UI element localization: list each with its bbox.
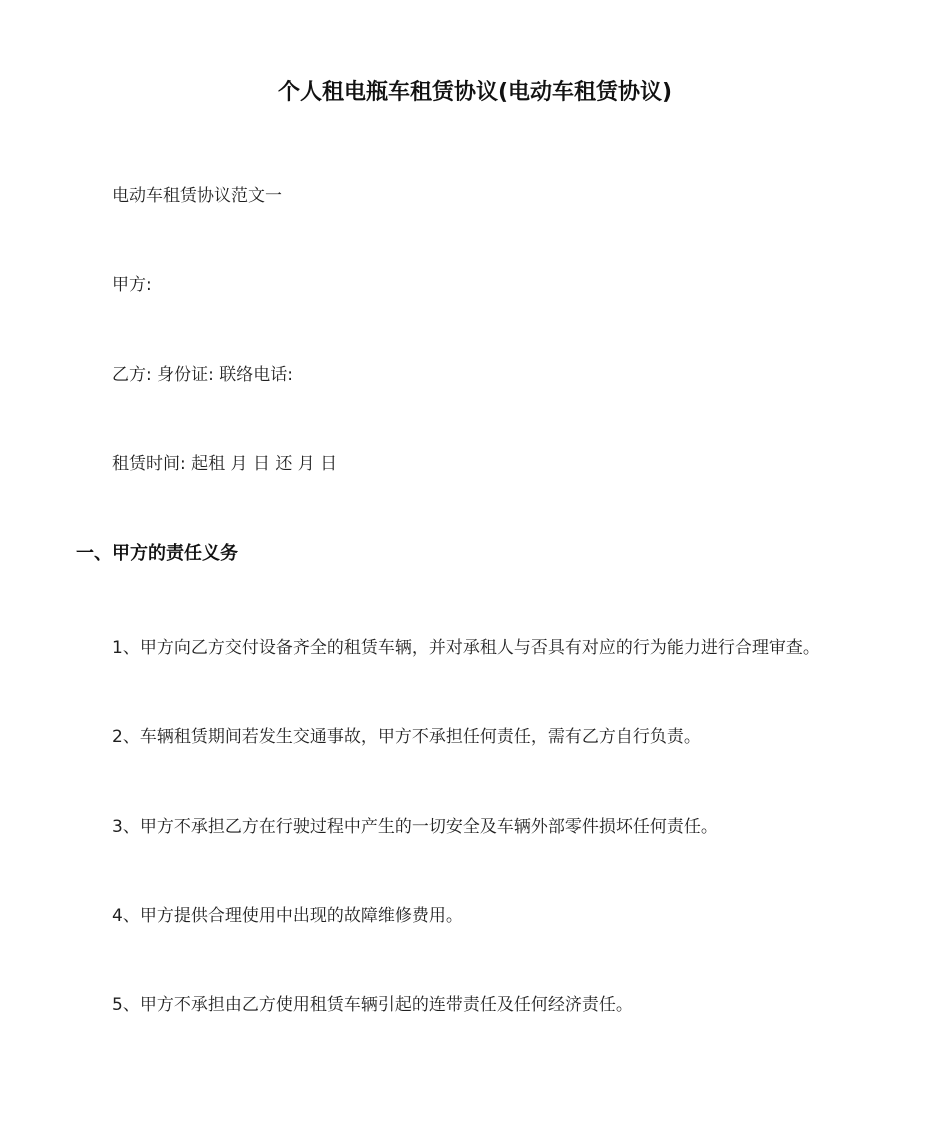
document-title: 个人租电瓶车租赁协议(电动车租赁协议) xyxy=(277,80,673,105)
list-item: 3、甲方不承担乙方在行驶过程中产生的一切安全及车辆外部零件损坏任何责任。 xyxy=(112,817,718,837)
list-item: 2、车辆租赁期间若发生交通事故，甲方不承担任何责任，需有乙方自行负责。 xyxy=(112,727,701,747)
section-heading-party-a-duties: 一、甲方的责任义务 xyxy=(76,543,238,564)
intro-line-party-a: 甲方: xyxy=(112,275,152,295)
intro-line-party-b: 乙方: 身份证: 联络电话: xyxy=(112,365,293,385)
list-item: 5、甲方不承担由乙方使用租赁车辆引起的连带责任及任何经济责任。 xyxy=(112,995,633,1015)
list-item: 4、甲方提供合理使用中出现的故障维修费用。 xyxy=(112,906,463,926)
intro-line-lease-time: 租赁时间: 起租 月 日 还 月 日 xyxy=(112,454,338,474)
list-item: 1、甲方向乙方交付设备齐全的租赁车辆，并对承租人与否具有对应的行为能力进行合理审查。 xyxy=(112,638,820,658)
intro-line-sample-title: 电动车租赁协议范文一 xyxy=(112,186,282,206)
